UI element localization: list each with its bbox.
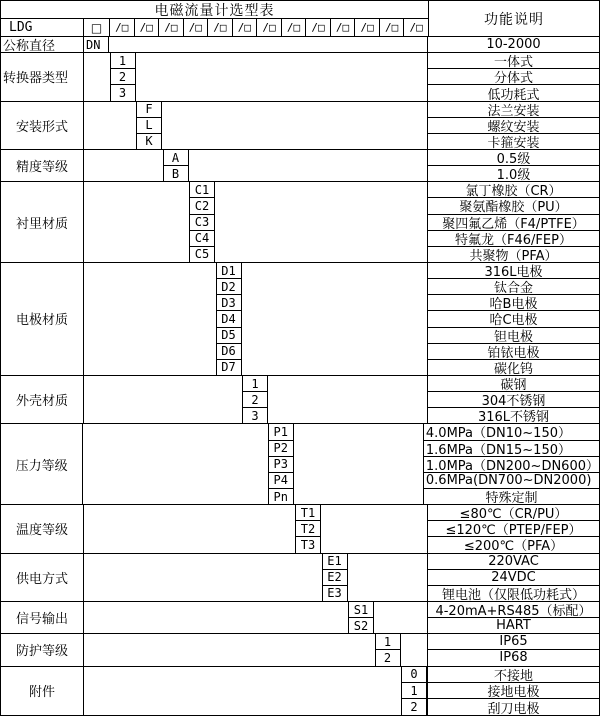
function-cell: 1.6MPa（DN15~150） — [424, 441, 599, 457]
section-2 — [1, 53, 599, 101]
function-column — [424, 424, 599, 504]
function-cell: 碳钢 — [428, 376, 599, 392]
function-cell: 4.0MPa（DN10~150） — [424, 424, 599, 440]
model-first-box: □ — [84, 19, 110, 36]
function-cell: ≤80℃（CR/PU） — [428, 505, 599, 521]
function-cell: 氯丁橡胶（CR） — [428, 182, 599, 198]
code-column — [375, 634, 401, 665]
function-cell: 钽电极 — [428, 328, 599, 344]
selection-area — [84, 53, 428, 100]
code-cell: E3 — [327, 586, 342, 601]
code-cell: 0 — [402, 667, 426, 683]
code-cell: E2 — [323, 570, 347, 586]
selection-area — [84, 667, 428, 715]
code-cell: C1 — [190, 182, 214, 198]
function-cell: 聚氨酯橡胶（PU） — [428, 198, 599, 214]
function-cell: 共聚物（PFA） — [469, 248, 558, 262]
selection-area — [84, 554, 428, 601]
function-cell: 316L电极 — [428, 263, 599, 279]
code-column — [348, 602, 374, 633]
code-cell: P4 — [269, 473, 293, 489]
selection-area — [84, 150, 428, 181]
code-column — [242, 376, 268, 423]
model-slash-boxes — [110, 19, 428, 36]
code-cell: 1 — [111, 53, 135, 69]
code-cell: D3 — [217, 295, 241, 311]
slash-box: /□ — [233, 19, 258, 36]
code-cell: T2 — [296, 521, 320, 537]
function-cell: 0.6MPa(DN700~DN2000) — [424, 473, 599, 489]
selection-area — [84, 505, 428, 552]
section-label: 精度等级 — [1, 150, 84, 181]
code-cell: B — [171, 166, 180, 181]
code-cell: 2 — [410, 700, 418, 715]
function-column — [428, 505, 599, 552]
slash-box: /□ — [110, 19, 135, 36]
code-cell: D2 — [217, 279, 241, 295]
function-cell: 螺纹安装 — [428, 118, 599, 134]
code-column — [136, 102, 162, 149]
section-11 — [1, 602, 599, 634]
code-cell: P3 — [269, 457, 293, 473]
function-cell: HART — [496, 618, 531, 634]
code-column — [216, 263, 242, 375]
code-cell: 1 — [243, 376, 267, 392]
function-column — [428, 182, 599, 262]
slash-box: /□ — [135, 19, 160, 36]
function-cell: 法兰安装 — [428, 102, 599, 118]
function-column — [428, 102, 599, 149]
code-cell: 2 — [383, 650, 392, 665]
function-cell: 10-2000 — [486, 37, 541, 53]
table-header-area — [1, 1, 599, 37]
section-label: 电极材质 — [1, 263, 84, 375]
code-cell: P2 — [269, 441, 293, 457]
section-8 — [1, 424, 599, 505]
selection-area — [84, 102, 428, 149]
function-cell: 220VAC — [428, 554, 599, 570]
code-cell: C2 — [190, 198, 214, 214]
function-cell: 碳化钨 — [493, 361, 533, 375]
slash-box: /□ — [409, 21, 423, 34]
function-cell: IP65 — [428, 634, 599, 650]
code-cell: P1 — [269, 424, 293, 440]
function-cell: 4-20mA+RS485（标配） — [428, 602, 599, 618]
function-cell: 一体式 — [428, 53, 599, 69]
function-cell: 铂铱电极 — [428, 344, 599, 360]
selection-area — [84, 182, 428, 262]
section-label: 衬里材质 — [1, 182, 84, 262]
code-cell: 2 — [111, 69, 135, 85]
code-cell: C3 — [190, 215, 214, 231]
code-cell: 3 — [251, 408, 259, 423]
function-cell: 低功耗式 — [487, 87, 540, 101]
function-cell: 接地电极 — [428, 683, 599, 699]
function-cell: 聚四氟乙烯（F4/PTFE） — [428, 215, 599, 231]
function-column — [428, 376, 599, 423]
function-cell: ≤200℃（PFA） — [463, 539, 564, 553]
code-cell: DN — [86, 37, 101, 52]
section-label: 温度等级 — [1, 505, 84, 552]
model-code-row — [1, 19, 428, 36]
section-label: 转换器类型 — [1, 53, 84, 100]
code-cell: S2 — [353, 618, 369, 633]
function-cell: 0.5级 — [428, 150, 599, 166]
function-column — [428, 53, 599, 100]
section-label: 安装形式 — [1, 102, 84, 149]
slash-box: /□ — [184, 19, 209, 36]
function-cell: 卡箍安装 — [487, 135, 540, 149]
function-column-header: 功能说明 — [484, 11, 544, 28]
function-cell: 刮刀电极 — [487, 701, 540, 715]
code-cell: 1 — [376, 634, 400, 650]
function-column — [428, 634, 599, 665]
function-cell: IP68 — [499, 650, 528, 666]
header-left — [1, 1, 429, 36]
section-12 — [1, 634, 599, 666]
section-label: 公称直径 — [1, 37, 84, 52]
function-cell: 1.0级 — [496, 168, 531, 182]
selection-area — [84, 602, 428, 633]
function-cell: 钛合金 — [428, 279, 599, 295]
table-title: 电磁流量计选型表 — [1, 1, 428, 19]
slash-box: /□ — [331, 19, 356, 36]
code-column — [84, 37, 109, 52]
code-cell: C4 — [190, 231, 214, 247]
code-column — [401, 667, 427, 715]
function-cell: 不接地 — [428, 667, 599, 683]
code-column — [163, 150, 189, 181]
code-cell: T1 — [296, 505, 320, 521]
code-cell: K — [145, 134, 153, 149]
function-cell: 特殊定制 — [485, 491, 538, 505]
code-cell: C5 — [194, 247, 210, 262]
selection-area — [84, 634, 428, 665]
section-3 — [1, 102, 599, 150]
code-cell: A — [164, 150, 188, 166]
section-7 — [1, 376, 599, 424]
code-cell: S1 — [349, 602, 373, 618]
function-column — [428, 554, 599, 601]
function-column — [428, 37, 599, 52]
function-cell: 1.0MPa（DN200~DN600） — [424, 457, 599, 473]
section-4 — [1, 150, 599, 182]
selection-area — [83, 424, 424, 504]
code-cell: D4 — [217, 311, 241, 327]
code-cell: D6 — [217, 344, 241, 360]
function-column — [428, 263, 599, 375]
section-10 — [1, 554, 599, 602]
code-cell: D7 — [221, 360, 236, 375]
code-column — [189, 182, 215, 262]
code-cell: 2 — [243, 392, 267, 408]
slash-box: /□ — [380, 19, 405, 36]
function-cell: 分体式 — [428, 69, 599, 85]
slash-box: /□ — [282, 19, 307, 36]
function-cell: 锂电池（仅限低功耗式） — [441, 587, 585, 601]
code-cell: L — [137, 118, 161, 134]
code-column — [268, 424, 294, 504]
code-cell: F — [137, 102, 161, 118]
code-cell: T3 — [300, 537, 316, 552]
selection-area — [84, 263, 428, 375]
function-cell: ≤120℃（PTEP/FEP） — [428, 521, 599, 537]
code-cell: E1 — [323, 554, 347, 570]
section-9 — [1, 505, 599, 553]
function-column — [428, 150, 599, 181]
function-cell: 哈C电极 — [428, 311, 599, 327]
section-label: 防护等级 — [1, 634, 84, 665]
slash-box: /□ — [257, 19, 282, 36]
table-body — [1, 37, 599, 715]
code-cell: 3 — [118, 85, 127, 100]
section-label: 附件 — [1, 667, 84, 715]
code-column — [322, 554, 348, 601]
slash-box: /□ — [208, 19, 233, 36]
code-cell: 1 — [402, 683, 426, 699]
function-cell: 24VDC — [428, 570, 599, 586]
code-column — [110, 53, 136, 100]
section-label: 压力等级 — [1, 424, 83, 504]
slash-box: /□ — [306, 19, 331, 36]
selection-area — [84, 37, 428, 52]
code-cell: D5 — [217, 328, 241, 344]
slash-box: /□ — [159, 19, 184, 36]
section-label: 外壳材质 — [1, 376, 84, 423]
code-cell: D1 — [217, 263, 241, 279]
function-column — [428, 602, 599, 633]
function-column — [428, 667, 599, 715]
function-cell: 哈B电极 — [428, 295, 599, 311]
selection-area — [84, 376, 428, 423]
code-column — [295, 505, 321, 552]
model-prefix: LDG — [1, 19, 84, 36]
section-label: 供电方式 — [1, 554, 84, 601]
function-cell: 304不锈钢 — [428, 392, 599, 408]
section-6 — [1, 263, 599, 376]
section-1 — [1, 37, 599, 53]
code-cell: Pn — [273, 489, 288, 504]
section-5 — [1, 182, 599, 263]
section-label: 信号输出 — [1, 602, 84, 633]
function-cell: 316L不锈钢 — [477, 410, 550, 424]
slash-box: /□ — [355, 19, 380, 36]
function-cell: 特氟龙（F46/FEP） — [428, 231, 599, 247]
section-13 — [1, 667, 599, 715]
